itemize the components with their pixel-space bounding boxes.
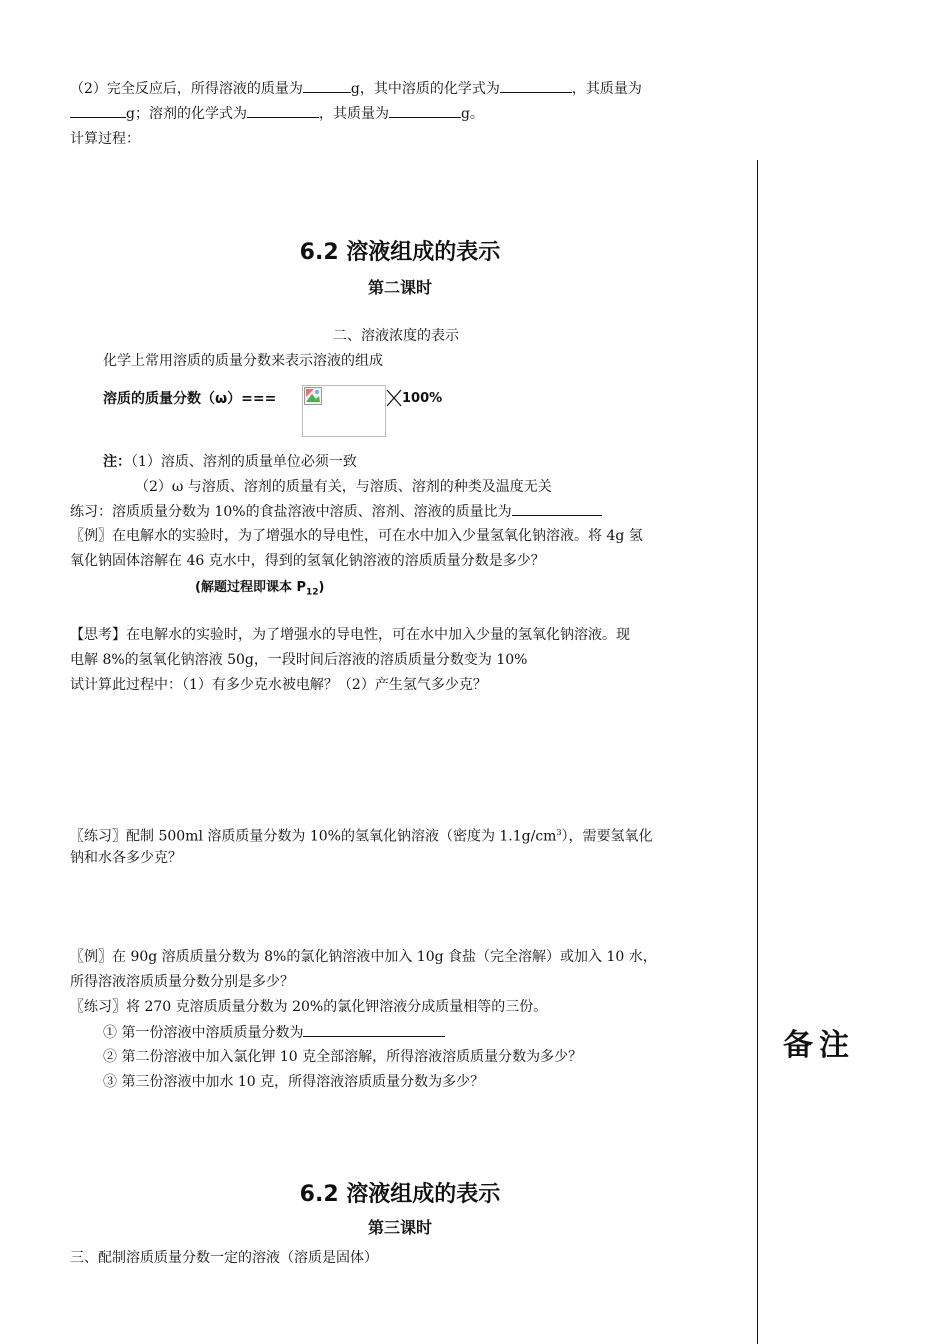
blank-mass-ratio[interactable] (512, 501, 602, 516)
blank-solute-mass[interactable] (70, 103, 126, 118)
practice-3-item-2: ② 第二份溶液中加入氯化钾 10 克全部溶解，所得溶液溶质质量分数为多少？ (103, 1049, 583, 1065)
think-line-b: 电解 8%的氢氧化钠溶液 50g，一段时间后溶液的溶质质量分数变为 10% (70, 652, 528, 668)
note-line-2: （2）ω 与溶质、溶剂的质量有关，与溶质、溶剂的种类及温度无关 (135, 479, 552, 495)
think-line-a: 【思考】在电解水的实验时，为了增强水的导电性，可在水中加入少量的氢氧化钠溶液。现 (70, 627, 630, 643)
section3-subtitle: 第三课时 (367, 1218, 432, 1237)
example-2-line-b: 所得溶液溶质质量分数分别是多少？ (70, 974, 294, 990)
calc-label: 计算过程： (70, 131, 140, 147)
formula-image (302, 385, 386, 437)
intro-text: 化学上常用溶质的质量分数来表示溶液的组成 (103, 353, 383, 369)
question-line-2: g；溶剂的化学式为 ，其质量为 g。 (70, 103, 484, 124)
blank-solvent-mass[interactable] (389, 103, 461, 118)
think-line-c: 试计算此过程中：（1）有多少克水被电解？（2）产生氢气多少克？ (70, 677, 487, 693)
note-line-1: 注：（1）溶质、溶剂的质量单位必须一致 (103, 454, 357, 470)
section3-title: 6.2 溶液组成的表示 (299, 1182, 501, 1207)
practice-2-line-b: 钠和水各多少克？ (70, 850, 182, 866)
section2-heading: 二、溶液浓度的表示 (333, 328, 459, 344)
formula-label: 溶质的质量分数（ω）=== (103, 391, 277, 407)
example-1-line-a: 〖例〗在电解水的实验时，为了增强水的导电性，可在水中加入少量氢氧化钠溶液。将 4g 氢 (70, 528, 643, 544)
margin-divider (757, 160, 758, 1344)
solution-note: (解题过程即课本 $P_{12}$) (195, 580, 325, 598)
blank-solute-formula[interactable] (500, 78, 572, 93)
formula-percent: 100% (402, 391, 443, 406)
image-placeholder-icon (304, 387, 322, 405)
blank-solvent-formula[interactable] (247, 103, 319, 118)
question-line-1: （2）完全反应后，所得溶液的质量为 g，其中溶质的化学式为 ，其质量为 (70, 78, 642, 99)
multiply-icon (386, 389, 402, 407)
example-2-line-a: 〖例〗在 90g 溶质质量分数为 8%的氯化钠溶液中加入 10g 食盐（完全溶解）或加入 10 水， (70, 949, 657, 965)
practice-3-item-3: ③ 第三份溶液中加水 10 克，所得溶液溶质质量分数为多少？ (103, 1074, 485, 1090)
section3-heading: 三、配制溶质质量分数一定的溶液（溶质是固体） (70, 1250, 378, 1266)
section2-title: 6.2 溶液组成的表示 (299, 240, 501, 265)
practice-3-item-1: ① 第一份溶液中溶质质量分数为 (103, 1022, 445, 1043)
blank-solution-mass[interactable] (303, 78, 351, 93)
practice-2-line-a: 〖练习〗配制 500ml 溶质质量分数为 10%的氢氧化钠溶液（密度为 $1.1g/cm^3$），需要氢氧化 (70, 828, 653, 845)
side-note-label: 备注 (783, 1028, 855, 1063)
practice-3: 〖练习〗将 270 克溶质质量分数为 20%的氯化钾溶液分成质量相等的三份。 (70, 999, 548, 1015)
blank-first-portion[interactable] (303, 1022, 445, 1037)
example-1-line-b: 氧化钠固体溶解在 46 克水中，得到的氢氧化钠溶液的溶质质量分数是多少？ (70, 553, 545, 569)
practice-1: 练习：溶质质量分数为 10%的食盐溶液中溶质、溶剂、溶液的质量比为 (70, 501, 602, 522)
section2-subtitle: 第二课时 (367, 278, 432, 297)
